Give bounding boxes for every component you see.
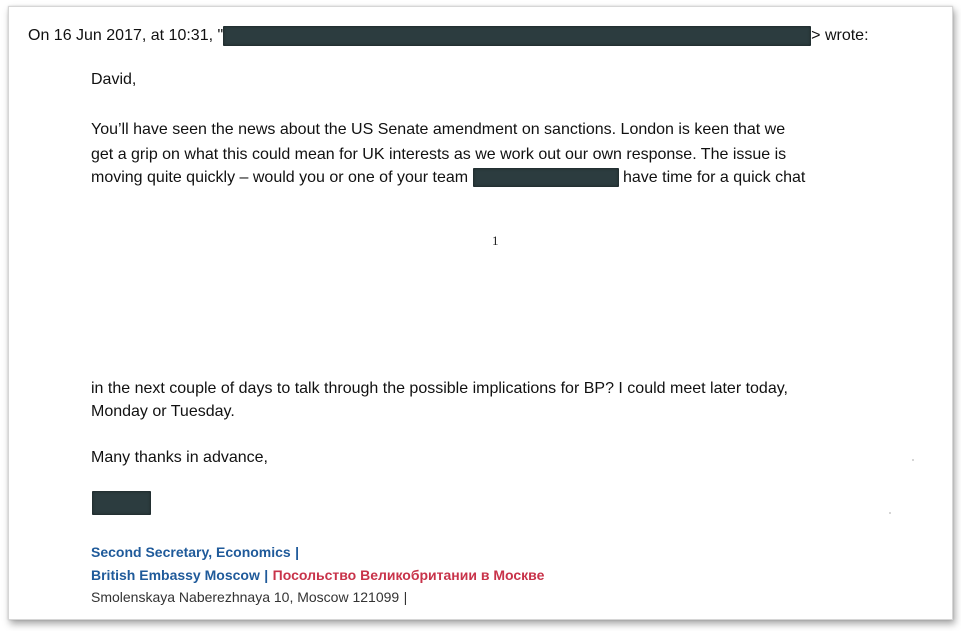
paragraph-2-line-1: in the next couple of days to talk through the possible implications for BP? I could meet later today,	[91, 380, 788, 397]
email-header-suffix: > wrote:	[811, 27, 869, 45]
scan-speck	[889, 512, 891, 514]
signature-org-separator: |	[264, 567, 269, 583]
signature-address: Smolenskaya Naberezhnaya 10, Moscow 121099	[91, 589, 400, 605]
signature-title-separator: |	[295, 544, 300, 560]
redacted-sender-email	[223, 26, 811, 46]
signature-address-separator: |	[403, 589, 408, 605]
paragraph-1-line-3-end: have time for a quick chat	[623, 169, 806, 186]
signature-org-russian: Посольство Великобритании в Москве	[272, 567, 545, 583]
signature-address-line	[91, 587, 407, 608]
document-page	[8, 6, 953, 620]
signature-org-line	[91, 565, 544, 586]
signature-title: Second Secretary, Economics	[91, 544, 291, 560]
email-header-prefix: On 16 Jun 2017, at 10:31, "	[28, 27, 224, 45]
signature-title-line	[91, 542, 299, 563]
scan-speck	[912, 459, 914, 461]
signature-org: British Embassy Moscow	[91, 567, 260, 583]
page-number: 1	[492, 233, 499, 248]
paragraph-2-line-2: Monday or Tuesday.	[91, 403, 235, 420]
paragraph-1-line-3	[91, 168, 805, 188]
closing-line: Many thanks in advance,	[91, 449, 268, 466]
email-header-line	[28, 26, 869, 46]
redacted-name	[473, 168, 619, 187]
paragraph-1-line-3-start: moving quite quickly – would you or one of your team	[91, 169, 469, 186]
salutation: David,	[91, 71, 137, 88]
redacted-signature-name	[92, 491, 151, 515]
paragraph-1-line-1: You’ll have seen the news about the US Senate amendment on sanctions. London is keen that we	[91, 121, 786, 138]
paragraph-1-line-2: get a grip on what this could mean for UK interests as we work out our own response. The issue is	[91, 146, 787, 163]
